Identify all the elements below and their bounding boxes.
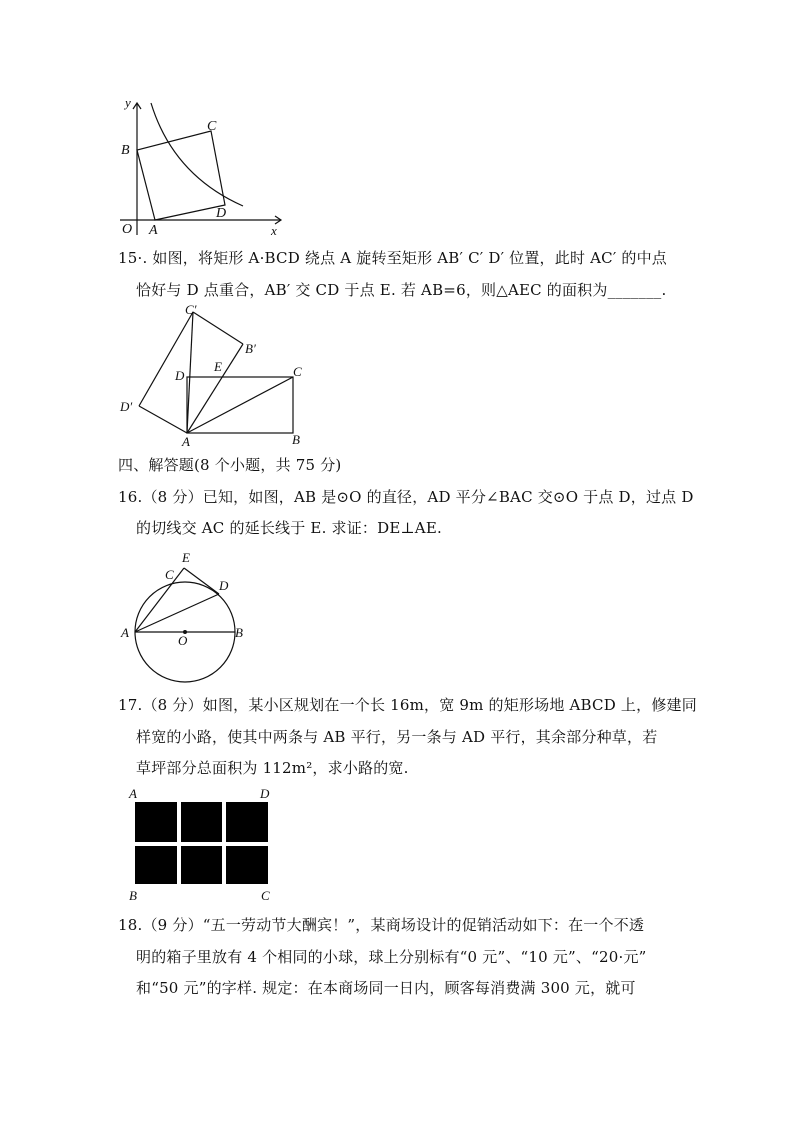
q18-line-2: 明的箱子里放有 4 个相同的小球，球上分别标有“0 元”、“10 元”、“20·元” <box>136 948 647 966</box>
q17-line-3: 草坪部分总面积为 112m²，求小路的宽. <box>136 759 409 777</box>
x-axis-label: x <box>271 223 277 238</box>
circle-figure <box>115 548 250 684</box>
coordinate-figure <box>115 95 290 240</box>
q16-line-1: 16.（8 分）已知，如图，AB 是⊙O 的直径，AD 平分∠BAC 交⊙O 于点 D，过点 D <box>118 488 694 506</box>
q15-line-1: 15·. 如图，将矩形 A·BCD 绕点 A 旋转至矩形 AB′ C′ D′ 位置，此时 AC′ 的中点 <box>118 249 668 267</box>
point-c-label: C <box>207 119 217 134</box>
point-a-label: A <box>149 223 158 238</box>
point-b-prime-label: B′ <box>245 341 256 356</box>
y-axis-label: y <box>125 95 131 110</box>
point-b-label: B <box>129 888 137 903</box>
point-c-label: C <box>261 888 270 903</box>
point-d-label: D <box>175 368 185 383</box>
field-paths-figure <box>120 784 280 906</box>
point-c-prime-label: C′ <box>185 302 197 317</box>
q17-line-2: 样宽的小路，使其中两条与 AB 平行，另一条与 AD 平行，其余部分种草，若 <box>136 728 658 746</box>
point-b-label: B <box>121 143 130 158</box>
point-c-label: C <box>293 364 302 379</box>
point-d-label: D <box>260 786 270 801</box>
point-c-label: C <box>165 567 174 582</box>
point-d-prime-label: D′ <box>120 399 133 414</box>
section-title: 四、解答题(8 个小题，共 75 分) <box>118 456 342 474</box>
q15-line-2: 恰好与 D 点重合，AB′ 交 CD 于点 E. 若 AB=6，则△AEC 的面积为_______. <box>136 281 667 299</box>
q17-line-1: 17.（8 分）如图，某小区规划在一个长 16m，宽 9m 的矩形场地 ABCD 上，修建同 <box>118 696 697 714</box>
point-a-label: A <box>182 434 190 448</box>
point-e-label: E <box>214 359 222 374</box>
origin-label: O <box>122 222 133 237</box>
q18-line-1: 18.（9 分）“五一劳动节大酬宾！”，某商场设计的促销活动如下：在一个不透 <box>118 916 645 934</box>
point-d-label: D <box>216 206 227 221</box>
point-b-label: B <box>292 432 300 447</box>
point-a-label: A <box>129 786 137 801</box>
point-d-label: D <box>219 578 229 593</box>
q16-line-2: 的切线交 AC 的延长线于 E. 求证：DE⊥AE. <box>136 519 442 537</box>
point-a-label: A <box>121 625 129 640</box>
q18-line-3: 和“50 元”的字样. 规定：在本商场同一日内，顾客每消费满 300 元，就可 <box>136 979 636 997</box>
rotated-rectangle-figure <box>115 300 315 448</box>
point-b-label: B <box>235 625 243 640</box>
point-e-label: E <box>182 550 190 565</box>
center-o-label: O <box>178 633 188 648</box>
